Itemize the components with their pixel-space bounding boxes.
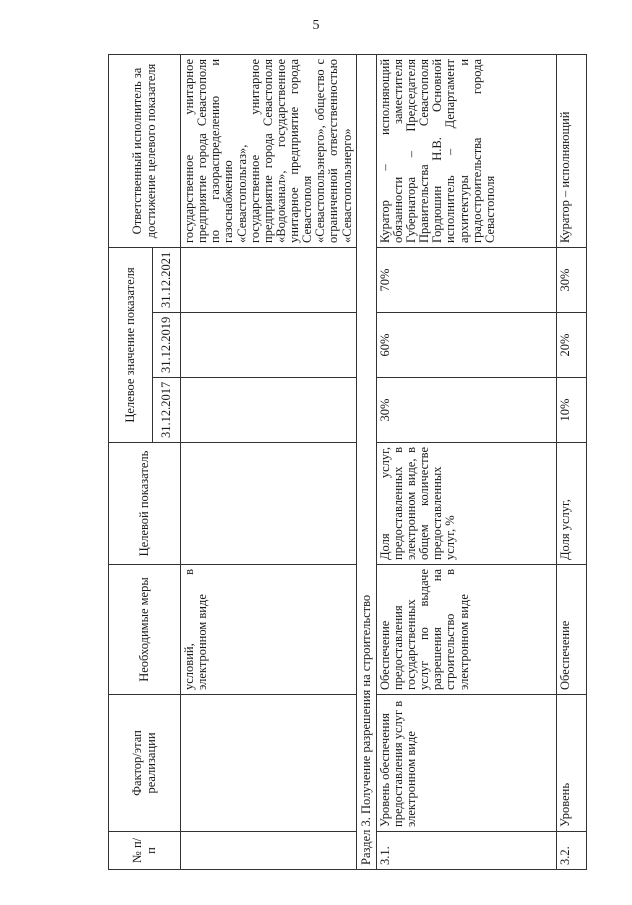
cell-value-2019: 60% <box>376 313 556 378</box>
header-date-2019: 31.12.2019 <box>153 313 181 378</box>
section-row <box>356 54 376 869</box>
page-number: 5 <box>312 18 320 33</box>
cell-indicator: Доля услуг, <box>556 443 586 565</box>
cell-value-2017: 10% <box>556 378 586 443</box>
cell-factor <box>181 695 357 832</box>
cell-num <box>181 832 357 870</box>
cell-value-2021: 70% <box>376 247 556 312</box>
cell-measures: Обеспечение предоставления государственных услуг по выдаче разрешения на строительство в электронном виде <box>376 565 556 695</box>
cell-indicator: Доля услуг, предоставленных в электронном виде, в общем количестве предоставленных услуг, % <box>376 443 556 565</box>
cell-measures: Обеспечение <box>556 565 586 695</box>
header-date-2017: 31.12.2017 <box>153 378 181 443</box>
header-responsible: Ответственный исполнитель за достижение целевого показателя <box>109 54 181 247</box>
cell-value-2017: 30% <box>376 378 556 443</box>
indicators-table <box>108 54 587 870</box>
table-row <box>556 54 586 869</box>
cell-value-2019: 20% <box>556 313 586 378</box>
header-target-values: Целевое значение показателя <box>109 247 153 442</box>
cell-value-2021 <box>181 247 357 312</box>
cell-value-2021: 30% <box>556 247 586 312</box>
cell-measures: условий, в электронном виде <box>181 565 357 695</box>
table-row <box>376 54 556 869</box>
cell-value-2019 <box>181 313 357 378</box>
cell-factor: Уровень <box>556 695 586 832</box>
header-measures: Необходимые меры <box>109 565 181 695</box>
rotated-table-container <box>108 55 593 870</box>
cell-value-2017 <box>181 378 357 443</box>
header-num: № п/п <box>109 832 181 870</box>
section-title: Раздел 3. Получение разрешения на строительство <box>356 54 376 869</box>
header-factor: Фактор/этап реализации <box>109 695 181 832</box>
cell-factor: Уровень обеспечения предоставления услуг в электронном виде <box>376 695 556 832</box>
header-indicator: Целевой показатель <box>109 443 181 565</box>
cell-responsible: Куратор – исполняющий обязанности заместителя Губернатора – Председателя Правительства Севастополя Гордюшин Н.В. Основной исполнитель – Департамент архитектуры и градостроительства города Севастополя <box>376 54 556 247</box>
cell-responsible: Куратор – исполняющий <box>556 54 586 247</box>
cell-indicator <box>181 443 357 565</box>
cell-num: 3.1. <box>376 832 556 870</box>
cell-num: 3.2. <box>556 832 586 870</box>
cell-responsible: государственное унитарное предприятие города Севастополя по газораспределению и газоснабжению «Севастопольгаз», государственное унитарное предприятие города Севастополя «Водоканал», государственное унитарное предприятие города Севастополя «Севастопольэнерго», общество с ограниченной ответственностью «Севастопольэнерго» <box>181 54 357 247</box>
header-date-2021: 31.12.2021 <box>153 247 181 312</box>
table-row <box>181 54 357 869</box>
